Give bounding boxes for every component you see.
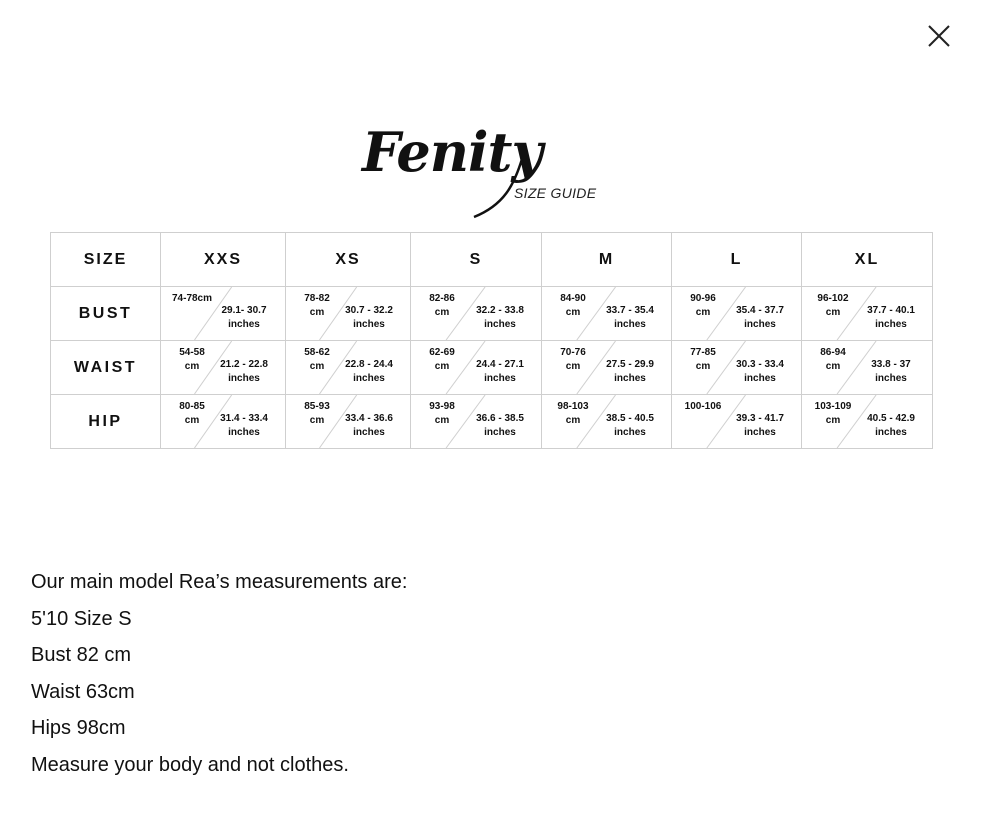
cm-value — [169, 346, 215, 374]
inches-text: inches — [353, 373, 385, 384]
inches-text: inches — [484, 427, 516, 438]
inches-text: 21.2 - 22.8 — [220, 359, 268, 370]
inches-text: inches — [484, 319, 516, 330]
inches-text: 38.5 - 40.5 — [606, 413, 654, 424]
close-icon — [925, 22, 953, 50]
inches-text: inches — [614, 373, 646, 384]
inches-text: 39.3 - 41.7 — [736, 413, 784, 424]
cm-value — [810, 346, 856, 374]
inches-text: inches — [353, 319, 385, 330]
inches-text: 36.6 - 38.5 — [476, 413, 524, 424]
cm-value — [419, 400, 465, 428]
inches-text: inches — [484, 373, 516, 384]
model-measurements — [31, 566, 407, 785]
info-line: Measure your body and not clothes. — [31, 753, 349, 776]
inches-value — [469, 412, 531, 440]
inches-value — [860, 304, 922, 332]
inches-text: inches — [614, 319, 646, 330]
measurement-cell — [672, 341, 802, 395]
measurement-cell — [286, 287, 411, 341]
cm-text: 98-103 — [557, 401, 589, 412]
measurement-cell — [542, 395, 672, 449]
brand-logo — [362, 120, 622, 220]
cm-text: cm — [695, 307, 711, 318]
inches-text: 22.8 - 24.4 — [345, 359, 393, 370]
inches-text: inches — [614, 427, 646, 438]
inches-text: inches — [228, 373, 260, 384]
cm-text: cm — [434, 415, 450, 426]
cm-text: 93-98 — [429, 401, 455, 412]
info-line: Our main model Rea’s measurements are: — [31, 571, 408, 593]
table-row — [51, 287, 933, 341]
cm-value — [294, 292, 340, 320]
header-corner: SIZE — [51, 233, 161, 287]
cm-value — [419, 346, 465, 374]
header-size: L — [672, 233, 802, 287]
table-row — [51, 341, 933, 395]
inches-text: inches — [744, 319, 776, 330]
measurement-cell — [802, 287, 933, 341]
inches-text: 35.4 - 37.7 — [736, 305, 784, 316]
cm-text: cm — [695, 361, 711, 372]
cm-text: 84-90 — [560, 293, 586, 304]
cm-text: 74-78cm — [171, 293, 213, 304]
header-size: XS — [286, 233, 411, 287]
cm-value — [810, 292, 856, 320]
inches-text: 30.7 - 32.2 — [345, 305, 393, 316]
cm-text: 78-82 — [304, 293, 330, 304]
cm-text: cm — [825, 307, 841, 318]
close-button[interactable] — [925, 22, 953, 50]
header-size: XL — [802, 233, 933, 287]
cm-text: 70-76 — [560, 347, 586, 358]
cm-text: cm — [309, 307, 325, 318]
measurement-cell — [161, 395, 286, 449]
measurement-cell — [802, 341, 933, 395]
inches-value — [860, 412, 922, 440]
inches-value — [729, 358, 791, 386]
inches-text: inches — [744, 427, 776, 438]
cm-value — [550, 292, 596, 320]
cm-value — [550, 346, 596, 374]
inches-text: inches — [875, 373, 907, 384]
inches-text: 33.8 - 37 — [871, 359, 911, 370]
inches-text: inches — [353, 427, 385, 438]
cm-value — [680, 292, 726, 320]
inches-value — [213, 304, 275, 332]
measurement-cell — [672, 395, 802, 449]
cm-value — [680, 346, 726, 374]
inches-value — [599, 412, 661, 440]
measurement-cell — [672, 287, 802, 341]
cm-text: 82-86 — [429, 293, 455, 304]
cm-text: cm — [434, 361, 450, 372]
cm-value — [680, 400, 726, 414]
cm-text: cm — [184, 361, 200, 372]
measurement-cell — [542, 341, 672, 395]
inches-text: 32.2 - 33.8 — [476, 305, 524, 316]
inches-value — [338, 358, 400, 386]
header-size: S — [411, 233, 542, 287]
inches-value — [338, 304, 400, 332]
cm-text: cm — [565, 415, 581, 426]
inches-text: inches — [228, 319, 260, 330]
cm-text: 54-58 — [179, 347, 205, 358]
info-line: Waist 63cm — [31, 680, 135, 703]
cm-text: 90-96 — [690, 293, 716, 304]
measurement-cell — [286, 341, 411, 395]
measurement-cell — [411, 341, 542, 395]
cm-text: 80-85 — [179, 401, 205, 412]
inches-value — [729, 412, 791, 440]
inches-text: inches — [875, 319, 907, 330]
inches-text: 29.1- 30.7 — [221, 305, 267, 316]
table-row — [51, 395, 933, 449]
measurement-cell — [411, 287, 542, 341]
cm-text: cm — [309, 415, 325, 426]
cm-value — [419, 292, 465, 320]
cm-text: 103-109 — [814, 401, 852, 412]
table-header-row — [51, 233, 933, 287]
cm-text: 96-102 — [817, 293, 849, 304]
inches-text: inches — [875, 427, 907, 438]
inches-value — [860, 358, 922, 386]
cm-text: cm — [565, 361, 581, 372]
row-label: HIP — [51, 395, 161, 449]
cm-value — [810, 400, 856, 428]
size-guide-image — [50, 120, 932, 450]
inches-text: inches — [228, 427, 260, 438]
row-label: BUST — [51, 287, 161, 341]
inches-text: 33.7 - 35.4 — [606, 305, 654, 316]
cm-text: cm — [565, 307, 581, 318]
inches-text: 31.4 - 33.4 — [220, 413, 268, 424]
size-table — [50, 232, 933, 449]
cm-text: 62-69 — [429, 347, 455, 358]
inches-value — [599, 304, 661, 332]
info-line: Bust 82 cm — [31, 644, 132, 666]
inches-text: 37.7 - 40.1 — [867, 305, 915, 316]
inches-value — [213, 412, 275, 440]
cm-text: 77-85 — [690, 347, 716, 358]
cm-text: cm — [434, 307, 450, 318]
cm-text: 85-93 — [304, 401, 330, 412]
measurement-cell — [161, 341, 286, 395]
size-guide-subtitle: SIZE GUIDE — [514, 185, 597, 201]
inches-value — [338, 412, 400, 440]
measurement-cell — [411, 395, 542, 449]
cm-value — [294, 400, 340, 428]
header-size: XXS — [161, 233, 286, 287]
inches-value — [729, 304, 791, 332]
measurement-cell — [542, 287, 672, 341]
inches-value — [469, 358, 531, 386]
cm-text: cm — [825, 361, 841, 372]
brand-wordmark: Fenity — [362, 120, 542, 184]
measurement-cell — [286, 395, 411, 449]
inches-value — [469, 304, 531, 332]
cm-text: 86-94 — [820, 347, 846, 358]
cm-value — [169, 292, 215, 306]
cm-value — [550, 400, 596, 428]
cm-text: cm — [184, 415, 200, 426]
cm-value — [294, 346, 340, 374]
cm-text: 100-106 — [684, 401, 722, 412]
measurement-cell — [802, 395, 933, 449]
cm-value — [169, 400, 215, 428]
info-line: Hips 98cm — [31, 717, 126, 739]
cm-text: 58-62 — [304, 347, 330, 358]
inches-text: inches — [744, 373, 776, 384]
inches-text: 40.5 - 42.9 — [867, 413, 915, 424]
inches-text: 33.4 - 36.6 — [345, 413, 393, 424]
inches-text: 27.5 - 29.9 — [606, 359, 654, 370]
inches-value — [599, 358, 661, 386]
measurement-cell — [161, 287, 286, 341]
inches-text: 30.3 - 33.4 — [736, 359, 784, 370]
header-size: M — [542, 233, 672, 287]
cm-text: cm — [309, 361, 325, 372]
cm-text: cm — [825, 415, 841, 426]
row-label: WAIST — [51, 341, 161, 395]
info-line: 5'10 Size S — [31, 607, 132, 630]
inches-value — [213, 358, 275, 386]
inches-text: 24.4 - 27.1 — [476, 359, 524, 370]
